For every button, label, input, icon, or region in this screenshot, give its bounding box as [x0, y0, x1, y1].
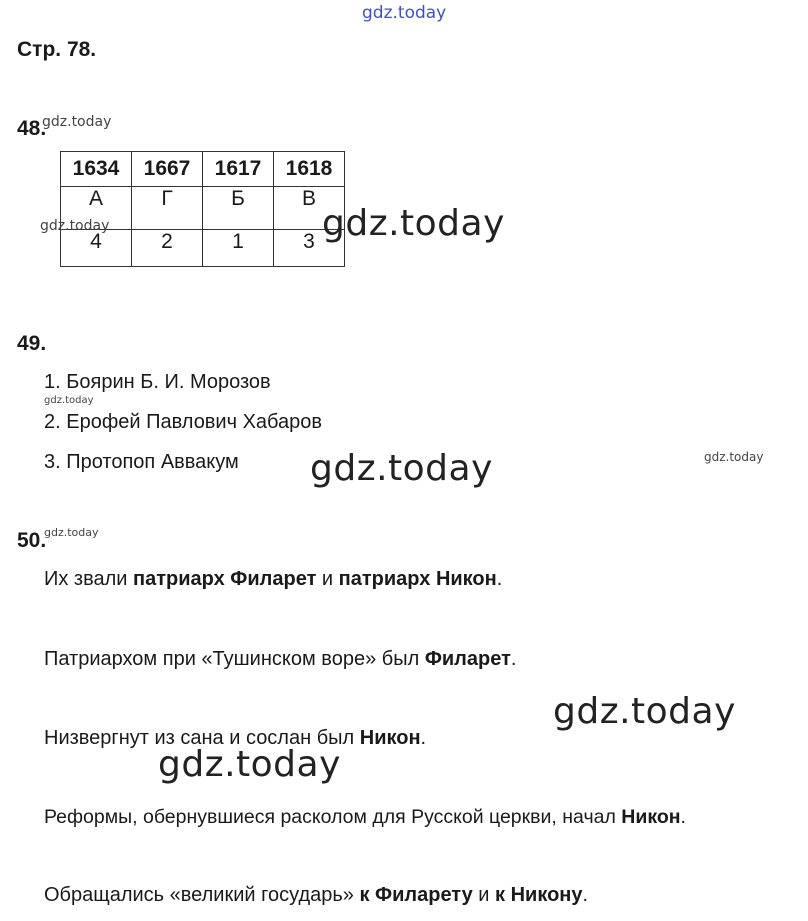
watermark: gdz.today [44, 395, 94, 406]
answer-paragraph: Низвергнут из сана и сослан был Никон. [44, 727, 427, 749]
table-row-numbers [61, 230, 345, 267]
table-cell: Г [132, 187, 203, 230]
task-49-number: 49. [17, 332, 47, 355]
table-row-years [61, 152, 345, 187]
watermark: gdz.today [553, 691, 736, 732]
page-title: Стр. 78. [17, 38, 97, 61]
watermark: gdz.today [40, 218, 110, 234]
watermark: gdz.today [310, 448, 493, 489]
answer-paragraph: Их звали патриарх Филарет и патриарх Никон. [44, 568, 503, 590]
watermark: gdz.today [158, 744, 341, 785]
task-50-number: 50. [17, 529, 47, 552]
answers-table [60, 151, 345, 267]
table-cell: 1617 [203, 152, 274, 187]
table-cell: 1667 [132, 152, 203, 187]
answer-paragraph: Патриархом при «Тушинском воре» был Филарет. [44, 648, 517, 670]
answer-paragraph: Обращались «великий государь» к Филарету и к Никону. [44, 884, 589, 906]
list-item: 3. Протопоп Аввакум [44, 451, 239, 473]
list-item: 2. Ерофей Павлович Хабаров [44, 411, 323, 433]
table-cell: 1 [203, 230, 274, 267]
watermark: gdz.today [44, 526, 99, 539]
table-cell: 3 [274, 230, 345, 267]
watermark: gdz.today [704, 450, 764, 464]
watermark-top: gdz.today [362, 3, 447, 23]
table-cell: Б [203, 187, 274, 230]
answer-paragraph: Реформы, обернувшиеся расколом для Русской церкви, начал Никон. [44, 806, 686, 828]
task-48-number: 48. [17, 117, 47, 140]
table-cell: 2 [132, 230, 203, 267]
table-cell: 1618 [274, 152, 345, 187]
list-item: 1. Боярин Б. И. Морозов [44, 371, 271, 393]
watermark: gdz.today [322, 203, 505, 244]
table-cell: 4 [61, 230, 132, 267]
table-cell: А [61, 187, 132, 230]
watermark: gdz.today [42, 114, 112, 130]
table-cell: В [274, 187, 345, 230]
table-cell: 1634 [61, 152, 132, 187]
